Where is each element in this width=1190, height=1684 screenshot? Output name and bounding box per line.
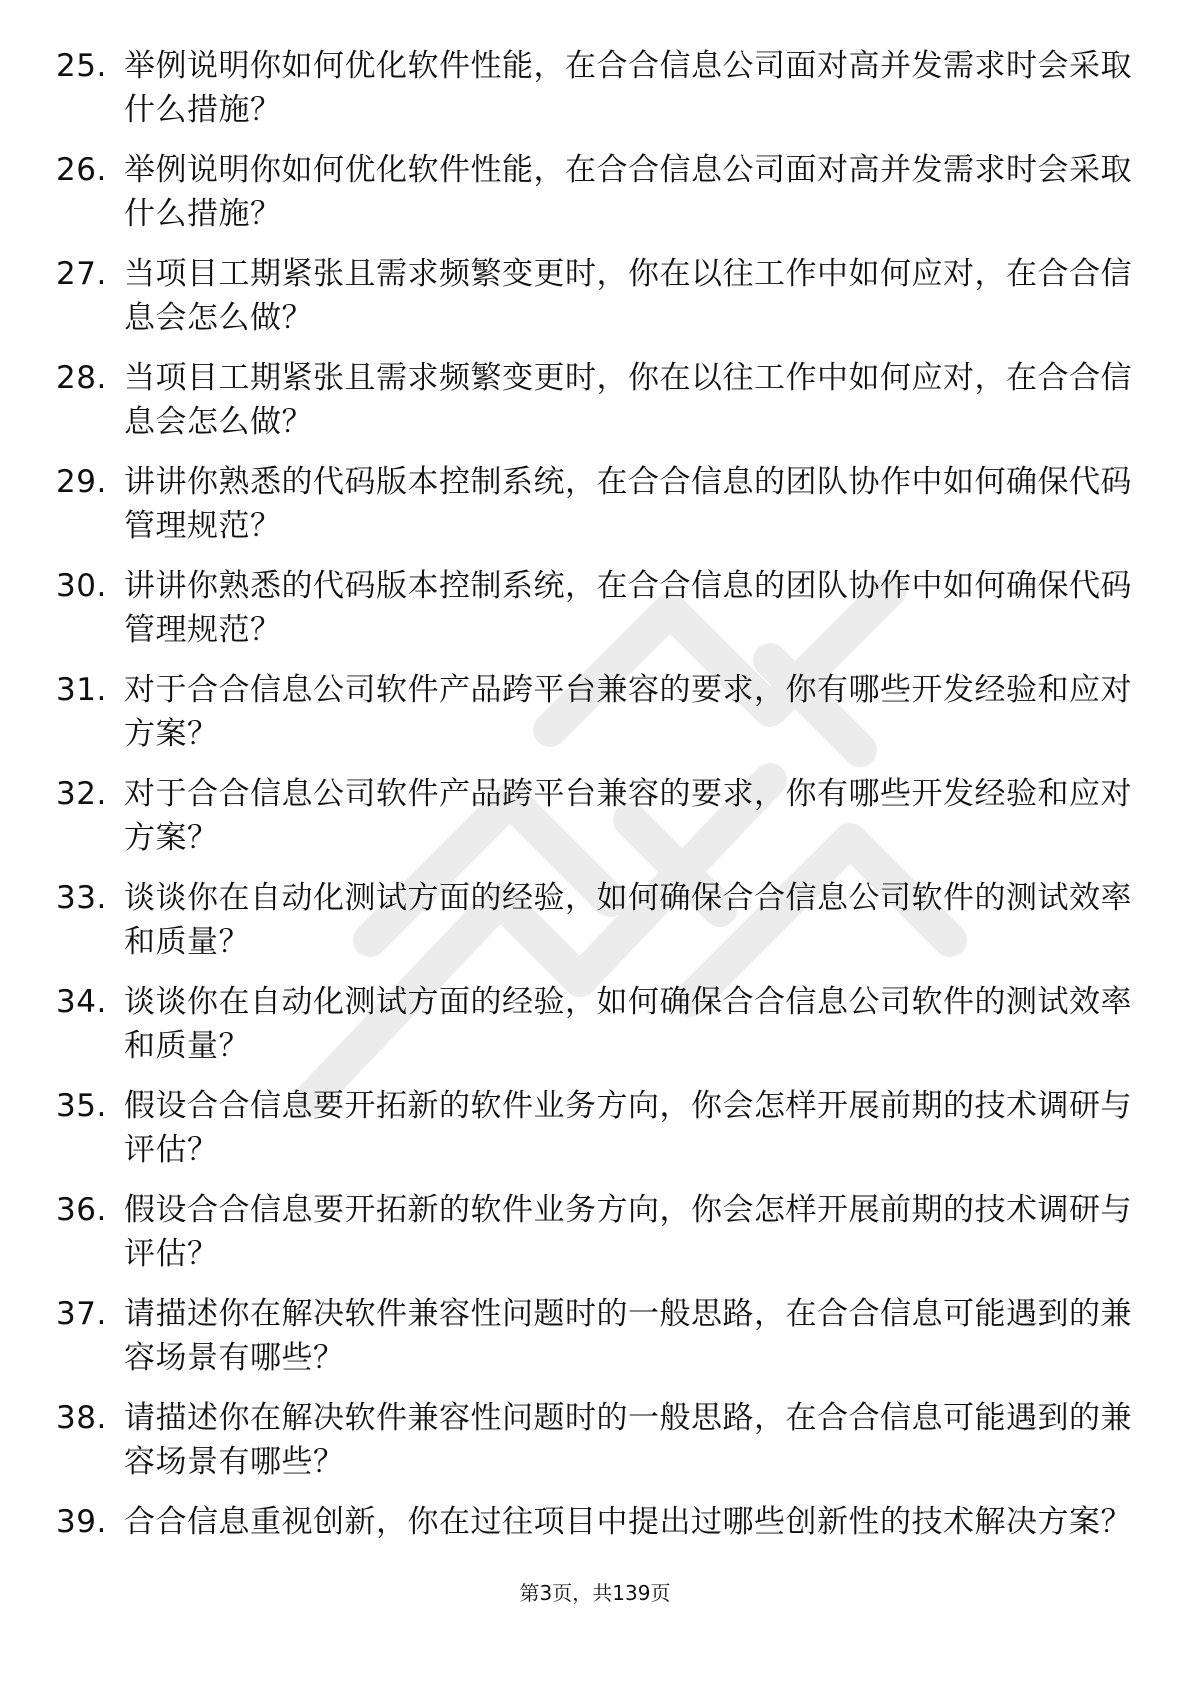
question-number: 39. xyxy=(56,1504,107,1540)
question-number: 33. xyxy=(56,880,107,916)
question-item xyxy=(56,980,1136,1068)
question-item xyxy=(56,668,1136,756)
question-text: 请描述你在解决软件兼容性问题时的一般思路，在合合信息可能遇到的兼容场景有哪些？ xyxy=(124,1400,1132,1480)
question-text: 举例说明你如何优化软件性能，在合合信息公司面对高并发需求时会采取什么措施？ xyxy=(124,152,1132,232)
question-item xyxy=(56,252,1136,340)
question-number: 30. xyxy=(56,568,107,604)
question-number: 31. xyxy=(56,672,107,708)
question-text: 假设合合信息要开拓新的软件业务方向，你会怎样开展前期的技术调研与评估？ xyxy=(124,1088,1132,1168)
question-number: 38. xyxy=(56,1400,107,1436)
question-text: 合合信息重视创新，你在过往项目中提出过哪些创新性的技术解决方案？ xyxy=(124,1504,1132,1540)
question-text: 举例说明你如何优化软件性能，在合合信息公司面对高并发需求时会采取什么措施？ xyxy=(124,48,1132,128)
question-text: 对于合合信息公司软件产品跨平台兼容的要求，你有哪些开发经验和应对方案？ xyxy=(124,672,1132,752)
question-text: 请描述你在解决软件兼容性问题时的一般思路，在合合信息可能遇到的兼容场景有哪些？ xyxy=(124,1296,1132,1376)
question-item xyxy=(56,772,1136,860)
question-text: 当项目工期紧张且需求频繁变更时，你在以往工作中如何应对，在合合信息会怎么做？ xyxy=(124,360,1132,440)
question-item xyxy=(56,44,1136,132)
question-text: 当项目工期紧张且需求频繁变更时，你在以往工作中如何应对，在合合信息会怎么做？ xyxy=(124,256,1132,336)
question-item xyxy=(56,148,1136,236)
question-item xyxy=(56,1500,1136,1588)
question-item xyxy=(56,1084,1136,1172)
question-text: 谈谈你在自动化测试方面的经验，如何确保合合信息公司软件的测试效率和质量？ xyxy=(124,880,1132,960)
question-number: 37. xyxy=(56,1296,107,1332)
question-item xyxy=(56,1396,1136,1484)
question-number: 32. xyxy=(56,776,107,812)
question-text: 讲讲你熟悉的代码版本控制系统，在合合信息的团队协作中如何确保代码管理规范？ xyxy=(124,464,1132,544)
question-text: 假设合合信息要开拓新的软件业务方向，你会怎样开展前期的技术调研与评估？ xyxy=(124,1192,1132,1272)
question-item xyxy=(56,876,1136,964)
question-number: 26. xyxy=(56,152,107,188)
question-item xyxy=(56,564,1136,652)
question-number: 25. xyxy=(56,48,107,84)
question-number: 28. xyxy=(56,360,107,396)
question-number: 27. xyxy=(56,256,107,292)
question-text: 对于合合信息公司软件产品跨平台兼容的要求，你有哪些开发经验和应对方案？ xyxy=(124,776,1132,856)
question-list xyxy=(56,44,1136,1604)
question-number: 29. xyxy=(56,464,107,500)
page-footer: 第3页，共139页 xyxy=(519,1581,671,1605)
question-item xyxy=(56,356,1136,444)
question-item xyxy=(56,1188,1136,1276)
question-number: 34. xyxy=(56,984,107,1020)
question-number: 35. xyxy=(56,1088,107,1124)
question-item xyxy=(56,460,1136,548)
question-text: 讲讲你熟悉的代码版本控制系统，在合合信息的团队协作中如何确保代码管理规范？ xyxy=(124,568,1132,648)
question-item xyxy=(56,1292,1136,1380)
question-text: 谈谈你在自动化测试方面的经验，如何确保合合信息公司软件的测试效率和质量？ xyxy=(124,984,1132,1064)
question-number: 36. xyxy=(56,1192,107,1228)
